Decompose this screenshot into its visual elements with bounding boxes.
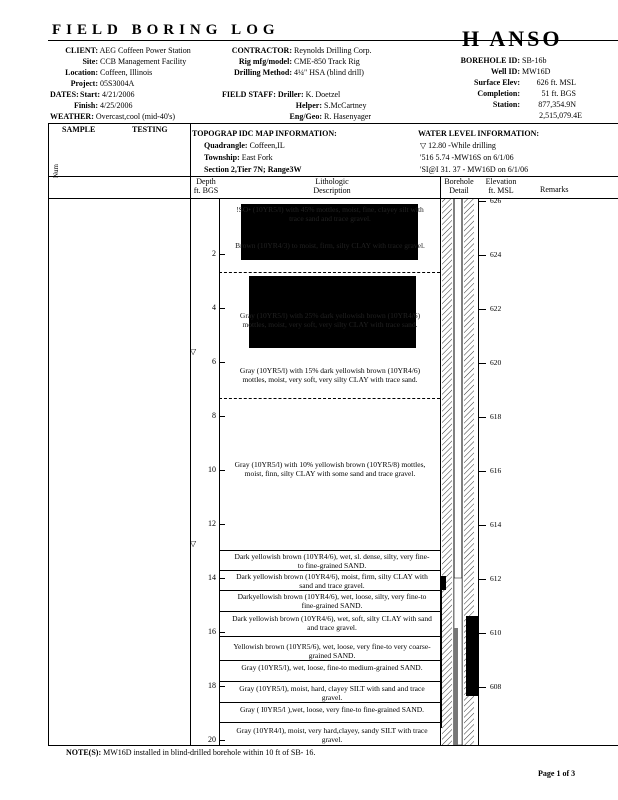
elev-label: 618: [490, 412, 502, 421]
engineer-row: Eng/Geo: R. Hasenyager: [289, 112, 372, 121]
lithology-description: Dark yellowish brown (10YR4/6), wet, sl. dense, silty, very fine-to fine-grained SAND.: [234, 552, 430, 570]
depth-header: Depth ft. BGS: [193, 177, 219, 195]
sample-header: SAMPLE: [62, 125, 96, 134]
lithology-description: Brown (10YR4/3) to moist, firm, silty CLAY with trace gravel.: [235, 241, 425, 250]
elev-label: 624: [490, 250, 502, 259]
header-rule: [48, 40, 618, 41]
depth-label: 6: [212, 357, 216, 366]
left-border: [48, 123, 49, 745]
column-header-bottom-rule: [48, 198, 618, 199]
lithology-description: !SO• (10YR5/l) with 45% mottles, moist, fine, clayey silt with trace sand and trace gravel.: [236, 205, 424, 223]
elev-label: 620: [490, 358, 502, 367]
layer-boundary: [219, 398, 440, 399]
elevation-header: Elevation ft. MSL: [485, 177, 517, 195]
section-row: Section 2,Tier 7N; Range3W: [204, 165, 302, 174]
company-logo: H ANSO: [462, 26, 563, 51]
lithology-description: Gray (10YR5/l) with 15% dark yellowish brown (10YR4/6) mottles, moist, very soft, very silty CLAY with trace sand.: [239, 366, 421, 384]
elev-label: 608: [490, 682, 502, 691]
lithologic-header: Lithologic Description: [313, 177, 351, 195]
elev-label: 614: [490, 520, 502, 529]
elev-label: 616: [490, 466, 502, 475]
depth-label: 8: [212, 411, 216, 420]
depth-label: 12: [208, 519, 216, 528]
depth-axis: [219, 198, 220, 745]
lithology-description: Gray ( I0YR5/l ),wet, loose, very fine-to fine-grained SAND.: [239, 705, 425, 714]
water-level-icon: ▽: [420, 141, 427, 150]
elev-label: 626: [490, 196, 502, 205]
finish-row: Finish: 4/25/2006: [73, 101, 133, 110]
weather-row: WEATHER: Overcast,cool (mid-40's): [50, 112, 176, 121]
surface-elev-row: Surface Elev: 626 ft. MSL: [474, 78, 576, 87]
water-level-marker-icon: ▽: [190, 539, 197, 548]
drilling-method-row: Drilling Method: 4¼" HSA (blind drill): [234, 68, 364, 77]
elev-label: 610: [490, 628, 502, 637]
township-row: Township: East Fork: [204, 153, 273, 162]
borehole-id-row: BOREHOLE ID: SB-16b: [460, 56, 547, 65]
dates-start-row: DATES: Start: 4/21/2006: [50, 90, 135, 99]
page-number: Page 1 of 3: [538, 769, 576, 778]
lithology-description: Gray (10YR5/l) with 10% yellowish brown (10YR5/8) mottles, moist, finn, silty CLAY with some sand and trace gravel.: [234, 460, 426, 478]
log-title: FIELD BORING LOG: [52, 22, 280, 38]
table-bottom-rule: [48, 745, 618, 746]
layer-boundary: [219, 550, 440, 551]
water-level-1: ▽ 12.80 -While drilling: [420, 141, 496, 150]
elev-label: 622: [490, 304, 502, 313]
station-row: Station: 877,354.9N: [492, 100, 576, 109]
lithology-description: Gray (10YR5/l) with 25% dark yellowish brown (10YR4/6) mottles, moist, very soft, very silty CLAY with trace sand.: [239, 311, 421, 329]
lithology-description: Dark yellowish brown (10YR4/6), moist, firm, silty CLAY with sand and trace gravel.: [236, 572, 428, 590]
station-east: 2,515,079.4E: [539, 111, 582, 120]
helper-row: Helper: S.McCartney: [295, 101, 367, 110]
map-info-heading: TOPOGRAP IDC MAP INFORMATION:: [192, 129, 337, 138]
lithology-description: Gray (10YR5/l), moist, hard, clayey SILT with sand and trace gravel.: [239, 684, 425, 702]
elev-label: 612: [490, 574, 502, 583]
well-id-row: Well ID: MW16D: [490, 67, 551, 76]
lithology-description: Dark yellowish brown (10YR4/6), wet, soft, silty CLAY with sand and trace gravel.: [232, 614, 432, 632]
lithology-description: Yellowish brown (10YR5/6), wet, loose, very fine-to very coarse-grained SAND.: [233, 642, 431, 660]
layer-boundary: [219, 272, 440, 273]
water-level-3: 'SI@I 31. 37 - MW16D on 6/1/06: [420, 165, 529, 174]
testing-header: TESTING: [132, 125, 168, 134]
water-level-2: '516 5.74 -MW16S on 6/1/06: [420, 153, 514, 162]
depth-label: 18: [208, 681, 216, 690]
notes-row: NOTE(S): MW16D installed in blind-drilled borehole within 10 ft of SB- 16.: [66, 748, 316, 757]
location-row: Location: Coffeen, Illinois: [65, 68, 153, 77]
depth-label: 14: [208, 573, 216, 582]
rig-row: Rig mfg/model: CME-850 Track Rig: [238, 57, 360, 66]
contractor-row: CONTRACTOR: Reynolds Drilling Corp.: [231, 46, 372, 55]
depth-label: 16: [208, 627, 216, 636]
remarks-header: Remarks: [540, 185, 569, 194]
depth-label: 20: [208, 735, 216, 744]
driller-row: FIELD STAFF: Driller: K. Doetzel: [222, 90, 341, 99]
depth-label: 10: [208, 465, 216, 474]
borehole-detail-graphic: [440, 198, 478, 745]
lithology-description: Darkyellowish brown (10YR4/6), wet, loose, silty, very fine-to fine-grained SAND.: [237, 592, 427, 610]
water-level-heading: WATER LEVEL INFORMATION:: [418, 129, 540, 138]
site-row: Site: CCB Management Facility: [82, 57, 187, 66]
sample-testing-divider: [190, 123, 191, 745]
borehole-detail-header: Borehole Detail: [444, 177, 474, 195]
project-row: Project: 05S3004A: [70, 79, 135, 88]
depth-label: 4: [212, 303, 216, 312]
quadrangle-row: Quadrangle: Coffeen,IL: [204, 141, 285, 150]
water-level-marker-icon: ▽: [190, 347, 197, 356]
completion-row: Completion: 51 ft. BGS: [477, 89, 576, 98]
lithology-description: Gray (10YR5/l), wet, loose, fine-to medium-grained SAND.: [241, 663, 423, 672]
depth-label: 2: [212, 249, 216, 258]
sample-number-header: Num: [52, 164, 60, 178]
lithology-description: Gray (10YR4/l), moist, very hard,clayey, sandy SILT with trace gravel.: [236, 726, 428, 744]
client-row: CLIENT: AEG Coffeen Power Station: [65, 46, 191, 55]
